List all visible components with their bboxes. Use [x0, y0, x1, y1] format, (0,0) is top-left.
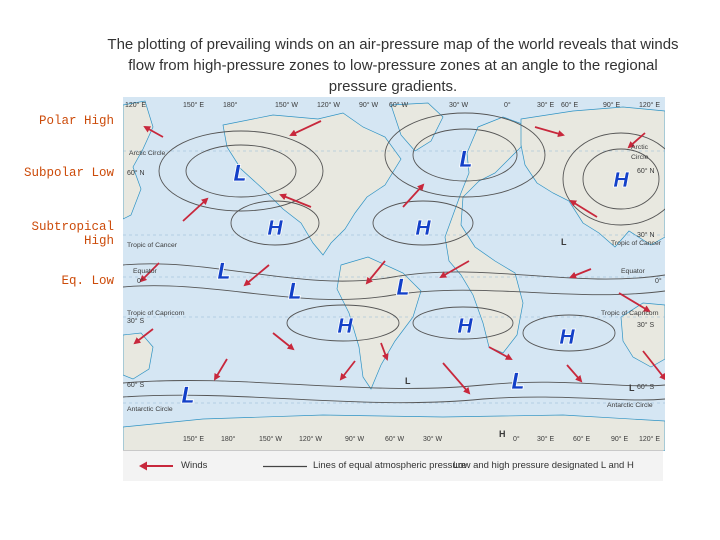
bottom-tick: 120° W: [299, 436, 323, 443]
top-tick: 90° W: [359, 102, 379, 109]
top-tick: 150° E: [183, 102, 205, 109]
arctic-circle-right-label-1: Arctic: [631, 144, 648, 151]
low-pressure-label: L: [233, 162, 248, 187]
bottom-tick: 150° W: [259, 436, 283, 443]
high-pressure-label: H: [267, 216, 284, 240]
top-tick: 60° E: [561, 102, 579, 109]
label-subpolar-low: Subpolar Low: [23, 166, 114, 180]
legend-winds: Winds: [181, 460, 208, 471]
top-tick: 30° W: [449, 102, 469, 109]
left-lat: 60° N: [127, 170, 145, 177]
low-pressure-label: L: [288, 280, 303, 305]
label-subtropical-high: Subtropical High: [31, 220, 114, 248]
world-pressure-map: [123, 97, 665, 451]
top-tick: 0°: [504, 102, 511, 109]
low-pressure-label: L: [511, 370, 526, 395]
antarctic-circle-right-label: Antarctic Circle: [607, 402, 653, 409]
legend-isobars: Lines of equal atmospheric pressure: [313, 460, 467, 471]
low-pressure-label: L: [459, 148, 474, 173]
top-tick: 150° W: [275, 102, 299, 109]
right-lat: 60° N: [637, 168, 655, 175]
caption-line-2: flow from high-pressure zones to low-pressure zones at an angle to the regional: [128, 57, 658, 74]
low-pressure-label: L: [396, 276, 411, 301]
equator-right-label: Equator: [621, 268, 645, 275]
legend-isobar-line: [263, 465, 307, 468]
high-pressure-label: H: [559, 325, 576, 349]
high-pressure-label: H: [337, 314, 354, 338]
arctic-circle-right-label-2: Circle: [631, 154, 649, 161]
left-lat: 30° S: [127, 318, 145, 325]
bottom-tick: 90° W: [345, 436, 365, 443]
map-legend: [123, 450, 663, 481]
high-pressure-label: H: [613, 168, 630, 192]
right-lat: 30° N: [637, 232, 655, 239]
caption-line-3: pressure gradients.: [328, 78, 458, 95]
tropic-capricorn-right-label: Tropic of Capricorn: [601, 310, 659, 317]
tropic-capricorn-left-label: Tropic of Capricorn: [127, 310, 185, 317]
map-caption: [66, 34, 720, 97]
top-tick: 90° E: [603, 102, 621, 109]
tropic-cancer-left-label: Tropic of Cancer: [127, 242, 177, 249]
legend-wind-arrow: [139, 460, 175, 472]
top-tick: 120° W: [317, 102, 341, 109]
top-tick: 120° E: [639, 102, 661, 109]
caption-line-1: The plotting of prevailing winds on an air-pressure map of the world reveals that winds: [107, 36, 679, 53]
left-lat: 60° S: [127, 382, 145, 389]
bottom-tick: 30° E: [537, 436, 555, 443]
high-pressure-label: H: [457, 314, 474, 338]
bottom-tick: 90° E: [611, 436, 629, 443]
right-lat: 60° S: [637, 384, 655, 391]
legend-designation: Low and high pressure designated L and H: [453, 460, 634, 471]
bottom-tick: 60° W: [385, 436, 405, 443]
label-eq-low: Eq. Low: [61, 274, 114, 288]
top-tick: 30° E: [537, 102, 555, 109]
top-tick: 120° E: [125, 102, 147, 109]
tropic-cancer-right-label: Tropic of Cancer: [611, 240, 661, 247]
arctic-circle-left-label: Arctic Circle: [129, 150, 166, 157]
top-tick: 60° W: [389, 102, 409, 109]
bottom-tick: 150° E: [183, 436, 205, 443]
right-lat: 0°: [655, 278, 662, 285]
high-pressure-label: H: [415, 216, 432, 240]
antarctica: [123, 415, 665, 451]
small-low-pressure-label: L: [561, 237, 567, 247]
low-pressure-label: L: [217, 260, 232, 285]
label-polar-high: Polar High: [38, 114, 114, 128]
small-high-pressure-label: H: [499, 429, 506, 439]
bottom-tick: 60° E: [573, 436, 591, 443]
bottom-tick: 30° W: [423, 436, 443, 443]
equator-left-label: Equator: [133, 268, 157, 275]
bottom-tick: 120° E: [639, 436, 661, 443]
bottom-tick: 0°: [513, 436, 520, 443]
small-low-pressure-label: L: [629, 383, 635, 393]
right-lat: 30° S: [637, 322, 655, 329]
top-tick: 180°: [223, 102, 238, 109]
bottom-tick: 180°: [221, 436, 236, 443]
small-low-pressure-label: L: [405, 376, 411, 386]
left-lat: 0°: [137, 278, 144, 285]
antarctic-circle-left-label: Antarctic Circle: [127, 406, 173, 413]
low-pressure-label: L: [181, 384, 196, 409]
